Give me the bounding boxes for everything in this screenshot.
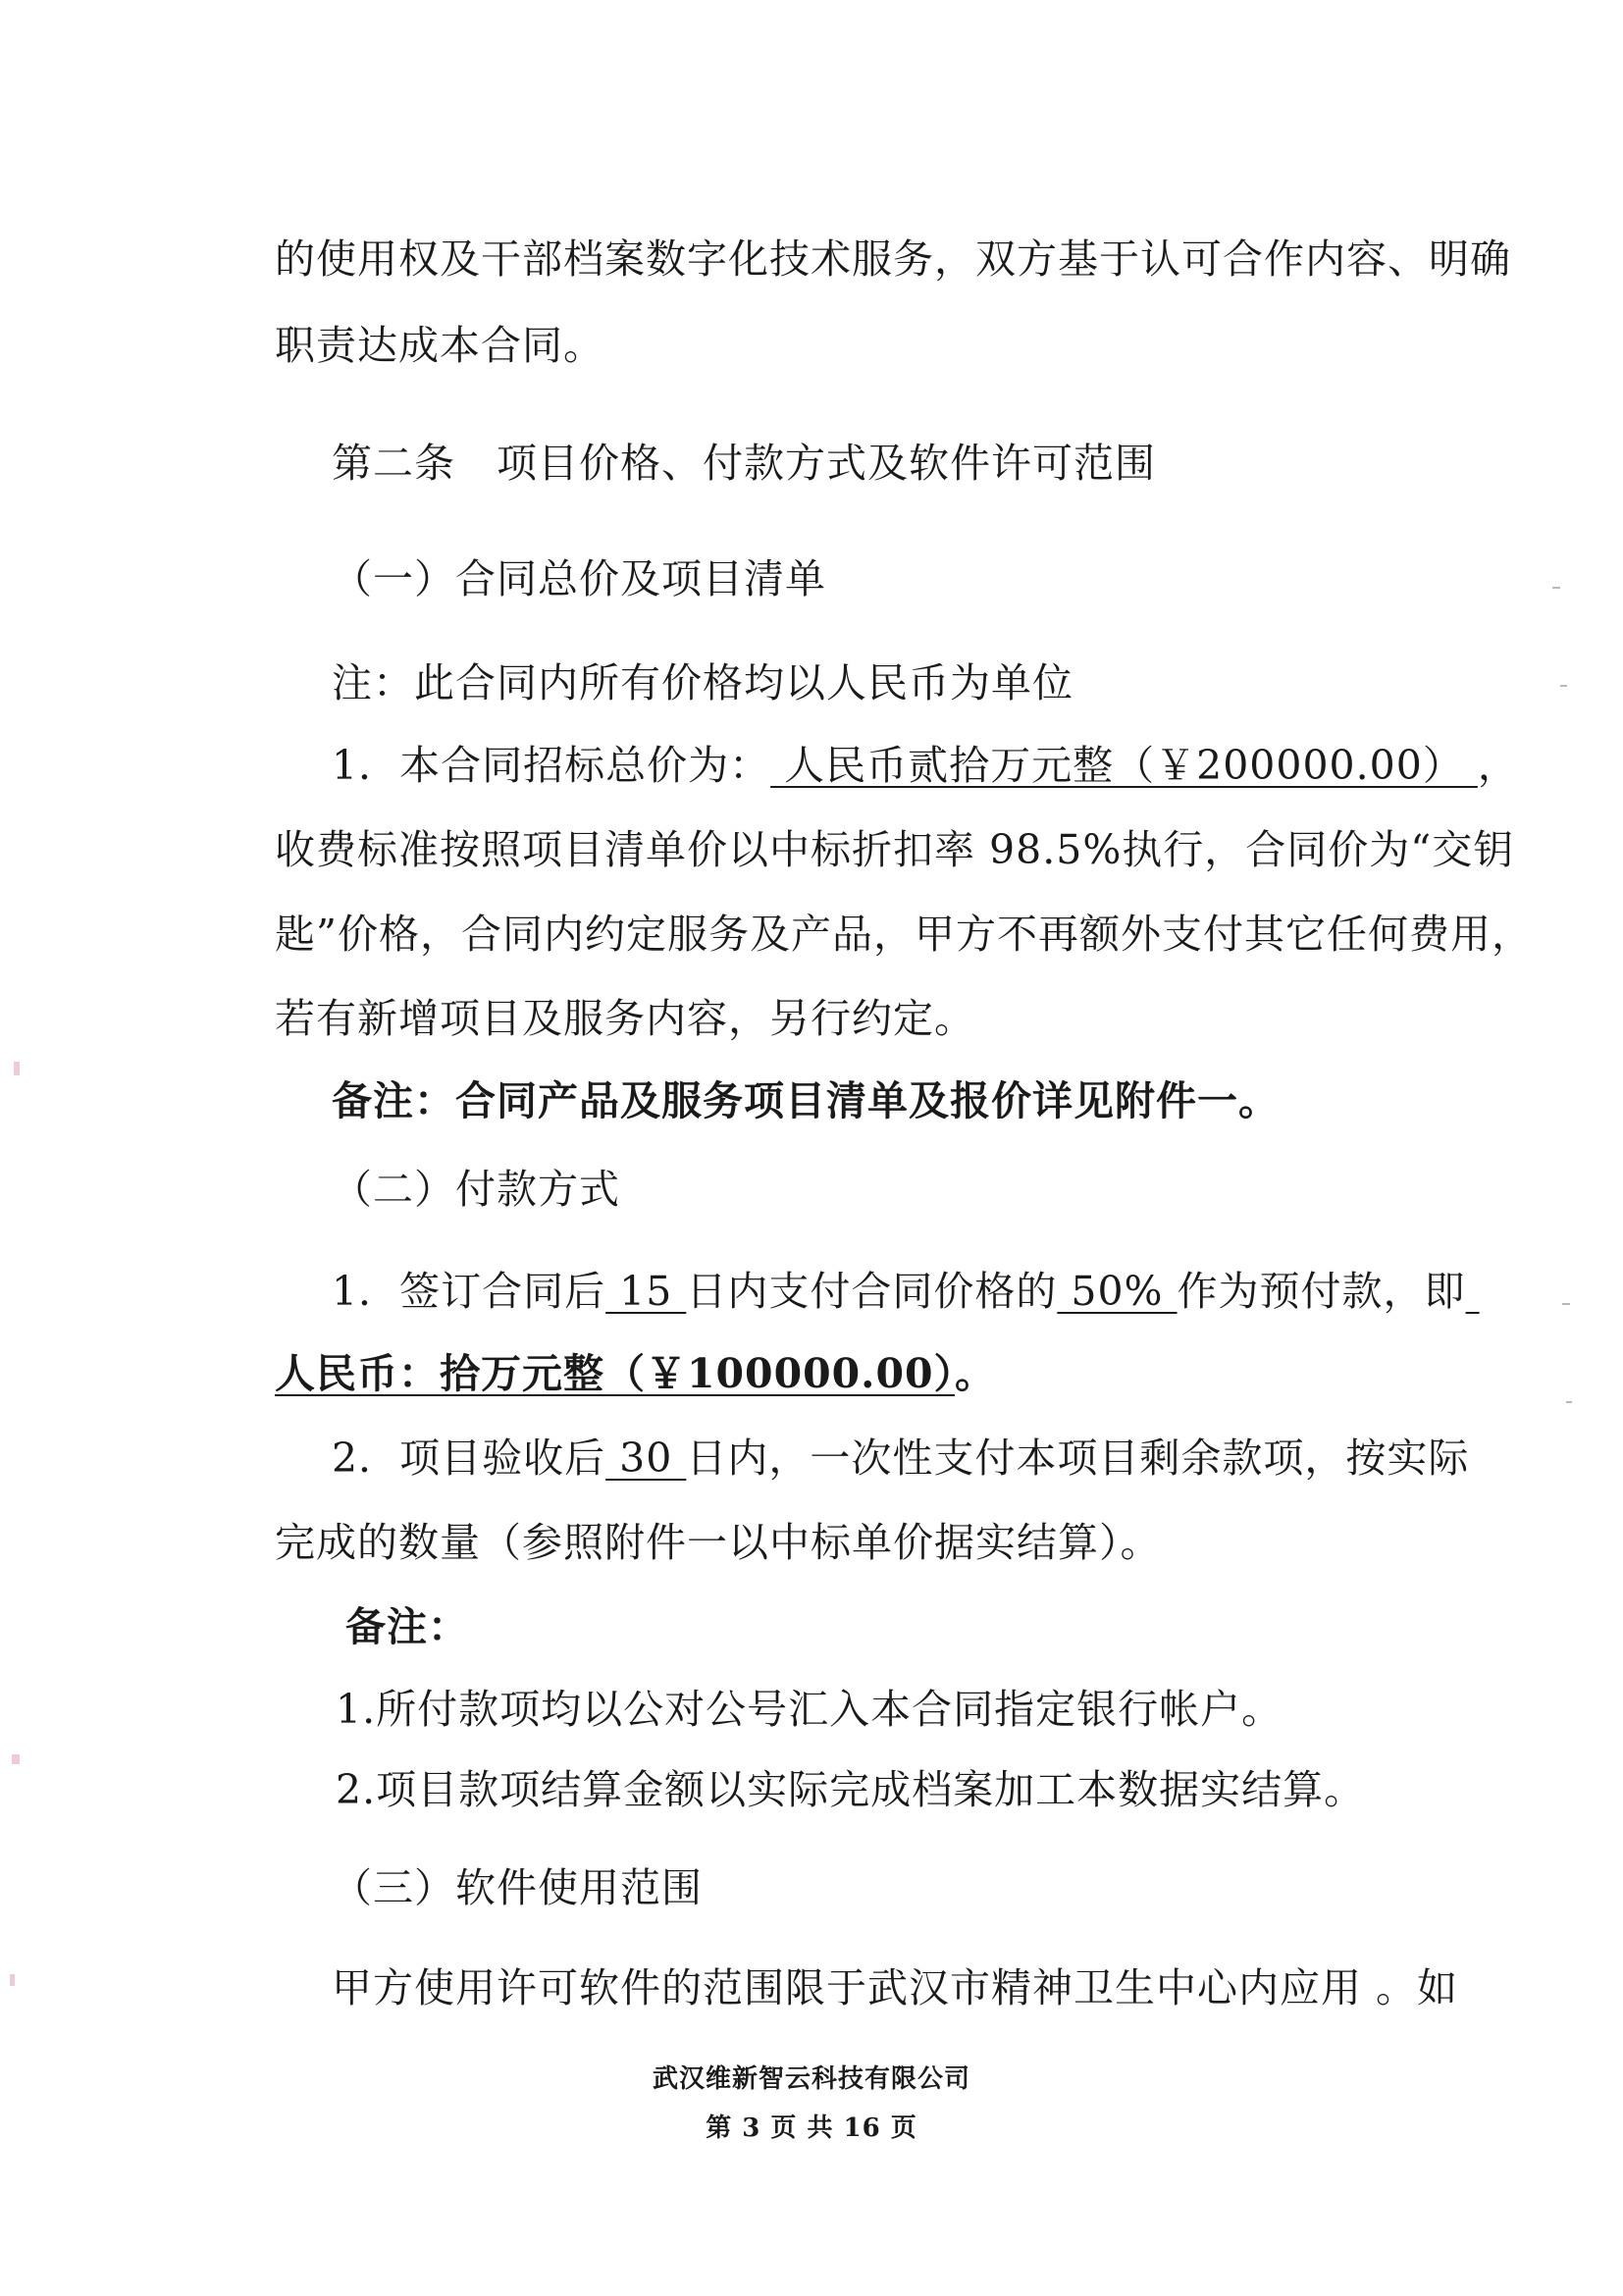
paragraph-line: 完成的数量（参照附件一以中标单价据实结算）。 — [275, 1519, 1162, 1566]
scan-mark — [1566, 1401, 1572, 1403]
payment2-line — [332, 1433, 1470, 1484]
payment2-text: 2．项目验收后 — [332, 1435, 606, 1482]
footer-company: 武汉维新智云科技有限公司 — [652, 2064, 970, 2094]
note-line: 注：此合同内所有价格均以人民币为单位 — [332, 659, 1073, 706]
scan-mark — [1560, 685, 1567, 687]
scan-mark — [12, 1754, 20, 1764]
paragraph-line: 匙”价格，合同内约定服务及产品，甲方不再额外支付其它任何费用， — [275, 911, 1533, 958]
remark-line: 备注：合同产品及服务项目清单及报价详见附件一。 — [332, 1077, 1280, 1124]
payment1-text: 作为预付款，即 — [1177, 1268, 1466, 1315]
payment2-days: 30 — [605, 1435, 687, 1482]
item1-prefix: 1．本合同招标总价为： — [332, 742, 771, 789]
section-heading: （二）付款方式 — [332, 1166, 620, 1213]
item1-suffix: ， — [1477, 742, 1519, 789]
footer-page-number: 第 3 页 共 16 页 — [706, 2113, 917, 2143]
payment1-blank — [1466, 1268, 1480, 1315]
remark-heading: 备注： — [345, 1603, 469, 1650]
paragraph-line: 若有新增项目及服务内容，另行约定。 — [275, 995, 975, 1042]
scan-mark — [10, 1974, 15, 1986]
paragraph-line: 甲方使用许可软件的范围限于武汉市精神卫生中心内应用 。如 — [332, 1964, 1459, 2011]
remark-item: 1.所付款项均以公对公号汇入本合同指定银行帐户。 — [336, 1686, 1283, 1733]
scan-mark — [1562, 1303, 1570, 1305]
payment1-percent: 50% — [1057, 1268, 1178, 1315]
payment1-text: 日内支付合同价格的 — [686, 1268, 1058, 1315]
paragraph-line: 收费标准按照项目清单价以中标折扣率 98.5%执行，合同价为“交钥 — [275, 826, 1515, 873]
remark-item: 2.项目款项结算金额以实际完成档案加工本数据实结算。 — [336, 1766, 1366, 1813]
paragraph-line: 的使用权及干部档案数字化技术服务，双方基于认可合作内容、明确 — [275, 235, 1511, 283]
section-heading: （三）软件使用范围 — [332, 1864, 703, 1911]
payment1-days: 15 — [605, 1268, 687, 1315]
scan-mark — [1552, 587, 1560, 589]
advance-payment-amount: 人民币：拾万元整（￥100000.00） — [275, 1350, 955, 1397]
section-heading: （一）合同总价及项目清单 — [332, 555, 826, 602]
item1-line — [332, 740, 1519, 791]
contract-total-amount: 人民币贰拾万元整（￥200000.00） — [770, 742, 1478, 789]
payment1-end: 。 — [955, 1350, 996, 1397]
payment1-line — [332, 1266, 1466, 1317]
payment1-text: 1．签订合同后 — [332, 1268, 606, 1315]
scan-mark — [14, 1062, 20, 1075]
payment2-text: 日内，一次性支付本项目剩余款项，按实际 — [686, 1435, 1470, 1482]
paragraph-line: 职责达成本合同。 — [275, 322, 604, 369]
article-heading: 第二条 项目价格、付款方式及软件许可范围 — [332, 440, 1156, 487]
payment1-amount-line — [275, 1348, 1354, 1399]
